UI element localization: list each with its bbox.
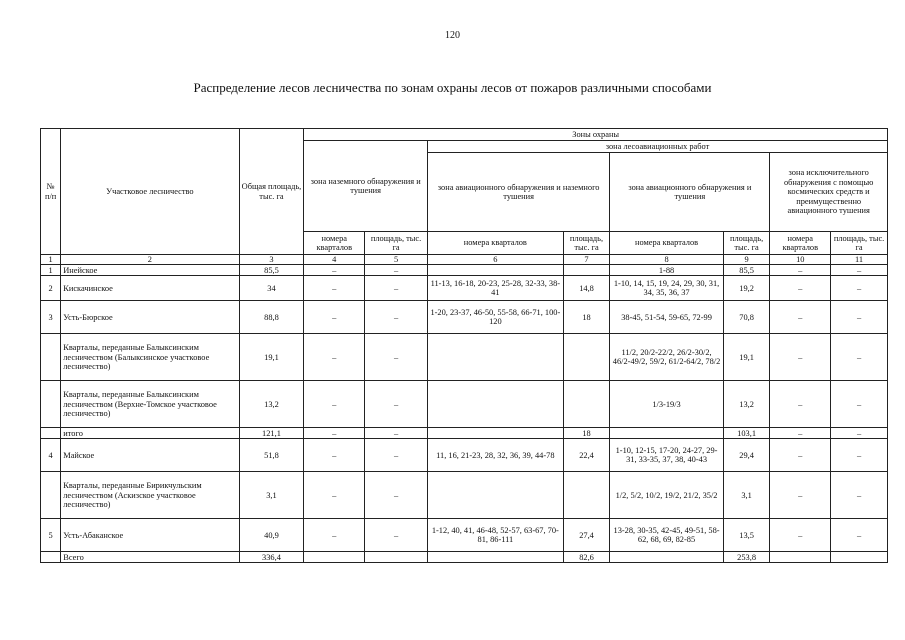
space-area: – [831,519,888,552]
table-row [41,552,888,563]
district-name: итого [61,428,239,439]
aviation-quarters: 1/2, 5/2, 10/2, 19/2, 21/2, 35/2 [610,472,723,519]
col-number: 6 [427,255,563,265]
total-area: 51,8 [239,439,304,472]
total-area: 121,1 [239,428,304,439]
header-aviation-works-zone: зона лесоавиационных работ [427,141,887,153]
table-row [41,265,888,276]
space-quarters: – [770,265,831,276]
aviation-quarters: 1-10, 12-15, 17-20, 24-27, 29-31, 33-35, 37, 38, 40-43 [610,439,723,472]
ground-area: – [365,276,428,301]
document-title: Распределение лесов лесничества по зонам охраны лесов от пожаров различными способами [193,80,712,95]
header-area-sub: площадь, тыс. га [831,232,888,255]
aviation-quarters: 38-45, 51-54, 59-65, 72-99 [610,301,723,334]
table-row [41,334,888,381]
header-district: Участковое лесничество [61,129,239,255]
aviation-area: 19,1 [723,334,770,381]
row-number: 4 [41,439,61,472]
row-number: 1 [41,265,61,276]
ground-quarters: – [304,301,365,334]
aviation-ground-area: 18 [563,428,610,439]
total-area: 19,1 [239,334,304,381]
header-quarters: номера кварталов [427,232,563,255]
header-zones: Зоны охраны [304,129,888,141]
ground-quarters: – [304,439,365,472]
table-row [41,301,888,334]
aviation-ground-quarters: 1-12, 40, 41, 46-48, 52-57, 63-67, 70-81, 86-111 [427,519,563,552]
header-quarters: номера кварталов [770,232,831,255]
space-quarters: – [770,428,831,439]
header-area-sub: площадь, тыс. га [365,232,428,255]
col-number: 3 [239,255,304,265]
ground-quarters: – [304,276,365,301]
aviation-ground-quarters: 11-13, 16-18, 20-23, 25-28, 32-33, 38-41 [427,276,563,301]
space-quarters: – [770,439,831,472]
aviation-area: 85,5 [723,265,770,276]
space-area: – [831,428,888,439]
total-area: 336,4 [239,552,304,563]
ground-quarters: – [304,428,365,439]
table-row [41,381,888,428]
aviation-ground-area: 14,8 [563,276,610,301]
table-row [41,472,888,519]
aviation-ground-area: 22,4 [563,439,610,472]
header-area: Общая площадь, тыс. га [239,129,304,255]
ground-quarters [304,552,365,563]
ground-area: – [365,301,428,334]
header-area-sub: площадь, тыс. га [563,232,610,255]
aviation-quarters [610,552,723,563]
aviation-ground-area [563,334,610,381]
district-name: Кискачинское [61,276,239,301]
space-quarters: – [770,472,831,519]
aviation-ground-area [563,472,610,519]
col-number: 1 [41,255,61,265]
aviation-ground-area [563,381,610,428]
row-number [41,552,61,563]
aviation-quarters: 1-10, 14, 15, 19, 24, 29, 30, 31, 34, 35, 36, 37 [610,276,723,301]
district-name: Кварталы, переданные Балыксинским лесничеством (Балыксинское участковое лесничество) [61,334,239,381]
total-area: 40,9 [239,519,304,552]
space-quarters [770,552,831,563]
space-area: – [831,334,888,381]
space-area: – [831,276,888,301]
ground-area: – [365,265,428,276]
col-number: 8 [610,255,723,265]
col-number: 7 [563,255,610,265]
ground-quarters: – [304,265,365,276]
space-area: – [831,472,888,519]
space-quarters: – [770,334,831,381]
district-name: Усть-Бюрское [61,301,239,334]
ground-area: – [365,519,428,552]
aviation-area: 3,1 [723,472,770,519]
col-number: 4 [304,255,365,265]
district-name: Кварталы, переданные Бирикчульским лесничеством (Аскизское участковое лесничество) [61,472,239,519]
district-name: Усть-Абаканское [61,519,239,552]
aviation-area: 13,2 [723,381,770,428]
row-number: 3 [41,301,61,334]
ground-quarters: – [304,472,365,519]
aviation-quarters: 13-28, 30-35, 42-45, 49-51, 58-62, 68, 69, 82-85 [610,519,723,552]
space-quarters: – [770,519,831,552]
ground-quarters: – [304,334,365,381]
aviation-ground-area: 18 [563,301,610,334]
col-number: 10 [770,255,831,265]
col-number: 2 [61,255,239,265]
row-number [41,334,61,381]
aviation-ground-area [563,265,610,276]
table-row [41,428,888,439]
header-space-zone: зона исключительного обнаружения с помощью космических средств и преимущественно авиационного тушения [770,153,888,232]
aviation-area: 29,4 [723,439,770,472]
table-row [41,439,888,472]
aviation-ground-quarters [427,552,563,563]
aviation-ground-area: 82,6 [563,552,610,563]
aviation-ground-area: 27,4 [563,519,610,552]
aviation-quarters: 1-88 [610,265,723,276]
aviation-quarters: 11/2, 20/2-22/2, 26/2-30/2, 46/2-49/2, 59/2, 61/2-64/2, 78/2 [610,334,723,381]
aviation-ground-quarters: 1-20, 23-37, 46-50, 55-58, 66-71, 100-120 [427,301,563,334]
row-number [41,381,61,428]
ground-area: – [365,334,428,381]
header-area-sub: площадь, тыс. га [723,232,770,255]
space-quarters: – [770,276,831,301]
col-number: 5 [365,255,428,265]
row-number: 5 [41,519,61,552]
ground-quarters: – [304,519,365,552]
col-number: 9 [723,255,770,265]
total-area: 34 [239,276,304,301]
district-name: Инейское [61,265,239,276]
total-area: 13,2 [239,381,304,428]
total-area: 85,5 [239,265,304,276]
ground-area [365,552,428,563]
district-name: Кварталы, переданные Балыксинским лесничеством (Верхне-Томское участковое лесничество) [61,381,239,428]
column-number-row [41,255,888,265]
space-area: – [831,439,888,472]
aviation-quarters [610,428,723,439]
total-area: 88,8 [239,301,304,334]
space-quarters: – [770,301,831,334]
ground-area: – [365,472,428,519]
district-name: Всего [61,552,239,563]
aviation-ground-quarters [427,472,563,519]
space-area [831,552,888,563]
header-quarters: номера кварталов [304,232,365,255]
ground-quarters: – [304,381,365,428]
aviation-area: 70,8 [723,301,770,334]
aviation-ground-quarters [427,334,563,381]
aviation-ground-quarters [427,265,563,276]
header-aviation-zone: зона авиационного обнаружения и тушения [610,153,770,232]
header-num: № п/п [41,129,61,255]
ground-area: – [365,428,428,439]
aviation-ground-quarters [427,381,563,428]
header-quarters: номера кварталов [610,232,723,255]
total-area: 3,1 [239,472,304,519]
space-area: – [831,381,888,428]
aviation-area: 13,5 [723,519,770,552]
aviation-area: 19,2 [723,276,770,301]
row-number: 2 [41,276,61,301]
row-number [41,428,61,439]
col-number: 11 [831,255,888,265]
district-name: Майское [61,439,239,472]
ground-area: – [365,381,428,428]
page-number: 120 [445,30,460,41]
header-aviation-ground-zone: зона авиационного обнаружения и наземного тушения [427,153,609,232]
space-area: – [831,301,888,334]
aviation-area: 103,1 [723,428,770,439]
aviation-area: 253,8 [723,552,770,563]
aviation-ground-quarters [427,428,563,439]
space-quarters: – [770,381,831,428]
space-area: – [831,265,888,276]
header-ground-zone: зона наземного обнаружения и тушения [304,141,428,232]
aviation-quarters: 1/3-19/3 [610,381,723,428]
ground-area: – [365,439,428,472]
table-row [41,519,888,552]
table-row [41,276,888,301]
forest-zones-table [40,128,888,563]
row-number [41,472,61,519]
aviation-ground-quarters: 11, 16, 21-23, 28, 32, 36, 39, 44-78 [427,439,563,472]
